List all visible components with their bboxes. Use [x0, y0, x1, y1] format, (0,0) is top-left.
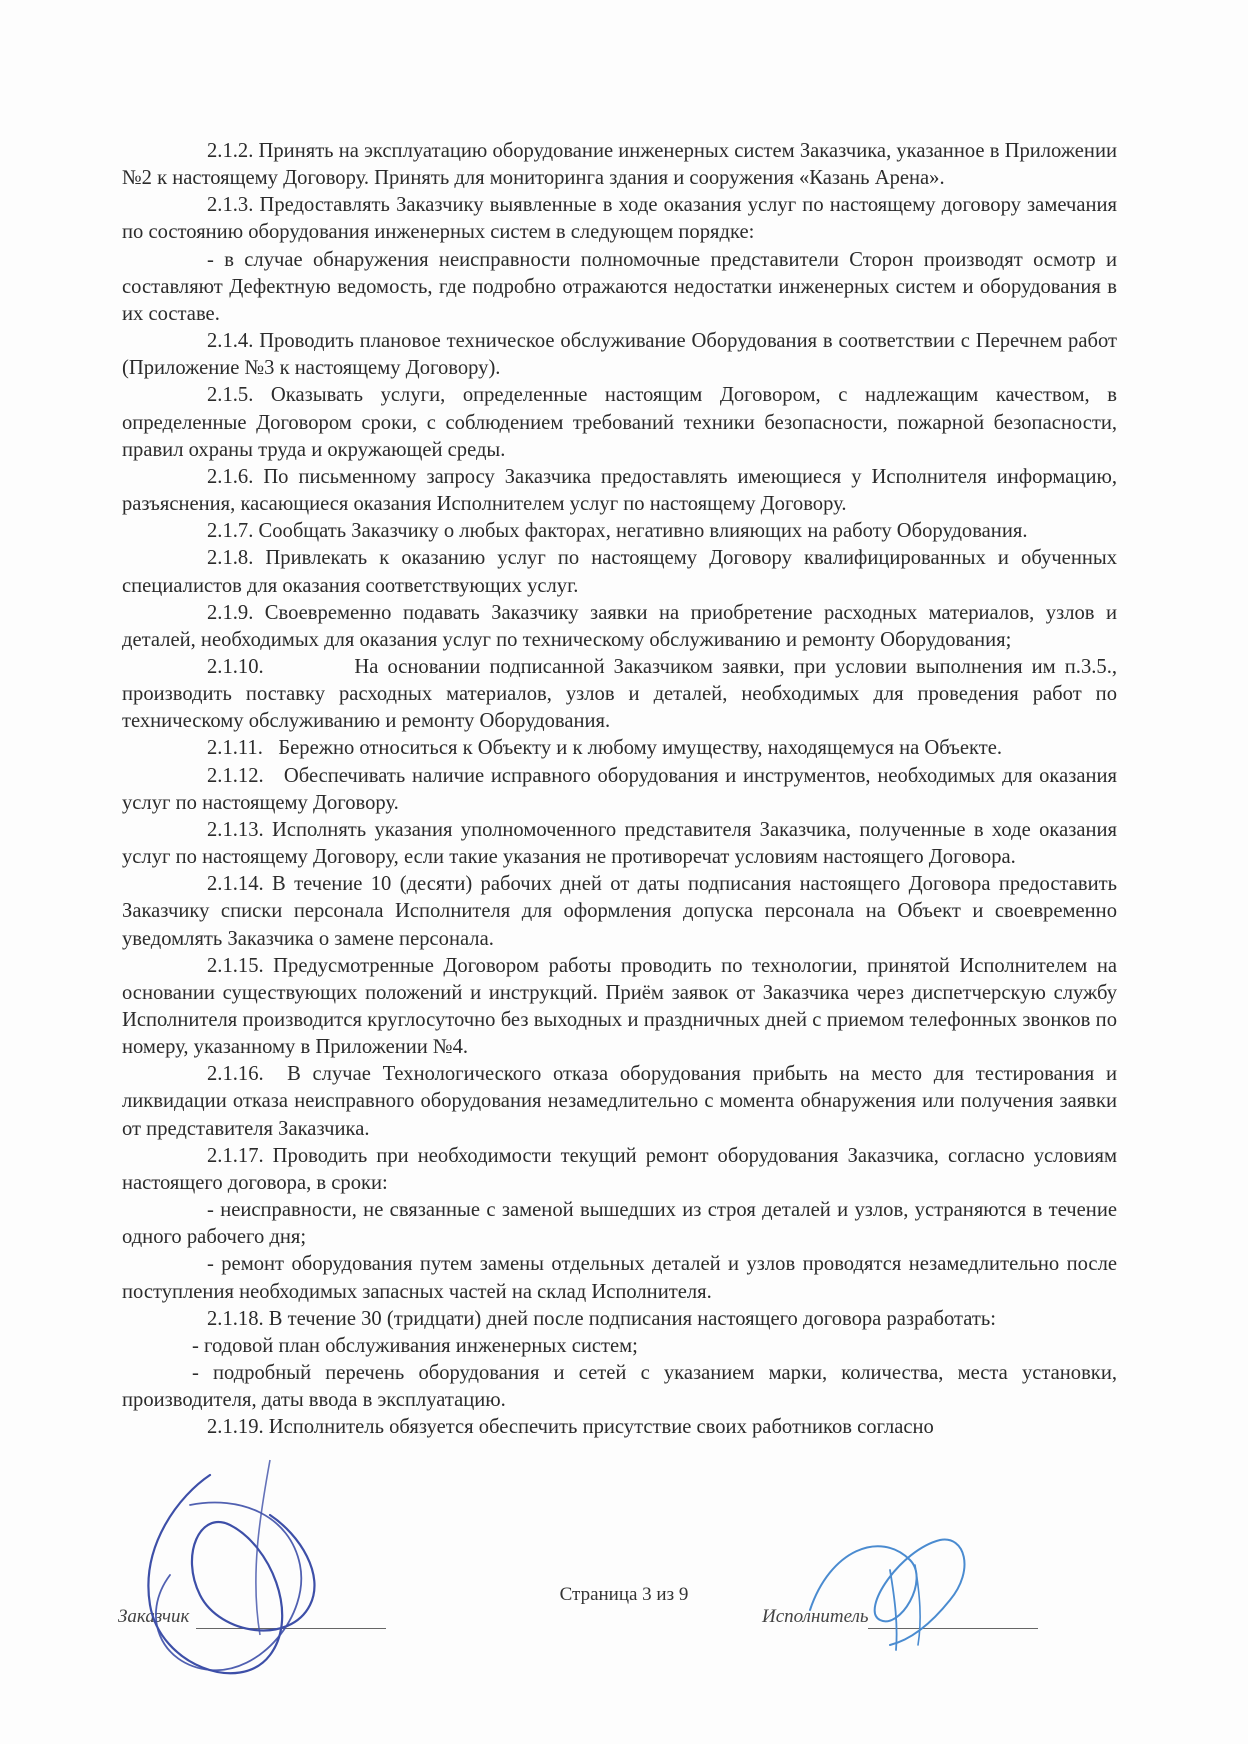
contractor-signature-scribble: [790, 1510, 990, 1660]
clause-2-1-2: 2.1.2. Принять на эксплуатацию оборудование инженерных систем Заказчика, указанное в Приложении №2 к настоящему Договору. Принять для мониторинга здания и сооружения «Казань Арена».: [122, 140, 1117, 190]
clause-2-1-4: 2.1.4. Проводить плановое техническое обслуживание Оборудования в соответствии с Перечнем работ (Приложение №3 к настоящему Договору).: [122, 330, 1117, 380]
clause-2-1-18: 2.1.18. В течение 30 (тридцати) дней после подписания настоящего договора разработать:: [207, 1307, 996, 1330]
page-number: Страница 3 из 9: [559, 1584, 689, 1605]
clause-2-1-3: 2.1.3. Предоставлять Заказчику выявленные в ходе оказания услуг по настоящему договору замечания по состоянию оборудования инженерных систем в следующем порядке:: [122, 194, 1117, 244]
clause-2-1-6: 2.1.6. По письменному запросу Заказчика предоставлять имеющиеся у Исполнителя информацию, разъяснения, касающиеся оказания Исполнителем услуг по настоящему Договору.: [122, 465, 1117, 516]
sub-item-defect-report: - в случае обнаружения неисправности полномочные представители Сторон производят осмотр и составляют Дефектную ведомость, где подробно отражаются недостатки инженерных систем и оборудования в их составе.: [122, 248, 1117, 325]
clause-2-1-17: 2.1.17. Проводить при необходимости текущий ремонт оборудования Заказчика, согласно условиям настоящего договора, в сроки:: [122, 1144, 1117, 1194]
customer-signature-scribble: [120, 1455, 380, 1715]
sub-item-equipment-list: - подробный перечень оборудования и сетей с указанием марки, количества, места установки, производителя, даты ввода в эксплуатацию.: [122, 1362, 1117, 1412]
clause-2-1-15: 2.1.15. Предусмотренные Договором работы проводить по технологии, принятой Исполнителем на основании существующих положений и инструкций. Приём заявок от Заказчика через диспетчерскую службу Исполнителя производится круглосуточно без выходных и праздничных дней с приемом телефонных звонков по номеру, указанному в Приложении №4.: [122, 954, 1117, 1059]
clause-2-1-11: 2.1.11. Бережно относиться к Объекту и к любому имуществу, находящемуся на Объекте.: [207, 737, 1003, 760]
clause-2-1-12: 2.1.12. Обеспечивать наличие исправного оборудования и инструментов, необходимых для оказания услуг по настоящему Договору.: [122, 764, 1123, 814]
clause-2-1-14: 2.1.14. В течение 10 (десяти) рабочих дней от даты подписания настоящего Договора предоставить Заказчику списки персонала Исполнителя для оформления допуска персонала на Объект и своевременно уведомлять Заказчика о замене персонала.: [122, 873, 1117, 950]
clause-2-1-8: 2.1.8. Привлекать к оказанию услуг по настоящему Договору квалифицированных и обученных специалистов для оказания соответствующих услуг.: [122, 547, 1117, 597]
contractor-signature-label: Исполнитель: [762, 1606, 869, 1627]
clause-2-1-10: 2.1.10. На основании подписанной Заказчиком заявки, при условии выполнения им п.3.5., производить поставку расходных материалов, узлов и деталей, необходимых для проведения работ по техническому обслуживанию и ремонту Оборудования.: [122, 655, 1123, 733]
document-body: [122, 138, 1123, 1442]
clause-2-1-19: 2.1.19. Исполнитель обязуется обеспечить присутствие своих работников согласно: [207, 1416, 934, 1439]
clause-2-1-7: 2.1.7. Сообщать Заказчику о любых факторах, негативно влияющих на работу Оборудования.: [207, 520, 1028, 543]
clause-2-1-9: 2.1.9. Своевременно подавать Заказчику заявки на приобретение расходных материалов, узлов и деталей, необходимых для оказания услуг по техническому обслуживанию и ремонту Оборудования;: [122, 601, 1117, 651]
clause-2-1-5: 2.1.5. Оказывать услуги, определенные настоящим Договором, с надлежащим качеством, в определенные Договором сроки, с соблюдением требований техники безопасности, пожарной безопасности, правил охраны труда и окружающей среды.: [122, 384, 1117, 461]
sub-item-repair-one-day: - неисправности, не связанные с заменой вышедших из строя деталей и узлов, устраняются в течение одного рабочего дня;: [122, 1199, 1117, 1249]
clause-2-1-16: 2.1.16. В случае Технологического отказа оборудования прибыть на место для тестирования и ликвидации отказа неисправного оборудования незамедлительно с момента обнаружения или получения заявки от представителя Заказчика.: [122, 1063, 1123, 1140]
sub-item-annual-plan: - годовой план обслуживания инженерных систем;: [192, 1334, 638, 1357]
clause-2-1-13: 2.1.13. Исполнять указания уполномоченного представителя Заказчика, полученные в ходе оказания услуг по настоящему Договору, если такие указания не противоречат условиям настоящего Договора.: [122, 818, 1117, 869]
sub-item-repair-parts: - ремонт оборудования путем замены отдельных деталей и узлов проводятся незамедлительно после поступления необходимых запасных частей на склад Исполнителя.: [122, 1253, 1117, 1303]
customer-signature-label: Заказчик: [118, 1606, 190, 1627]
